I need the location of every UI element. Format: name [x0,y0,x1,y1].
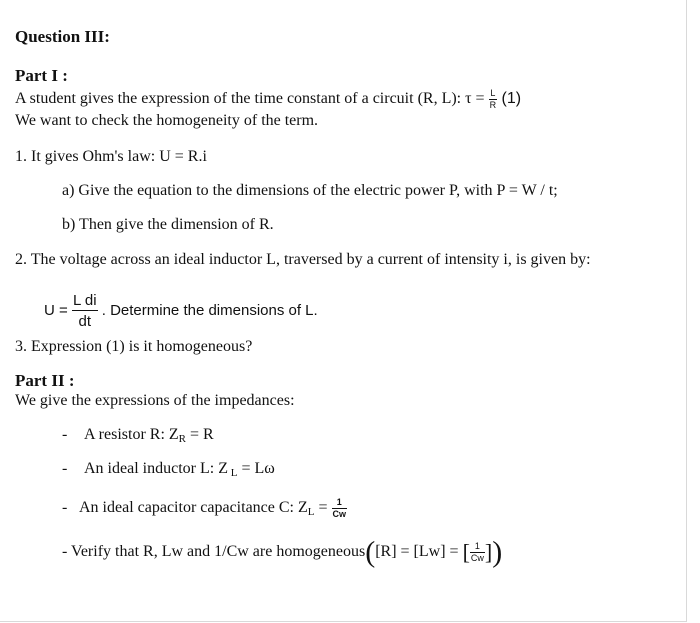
bullet-dash: - [62,460,68,477]
question-2: 2. The voltage across an ideal inductor L, traversed by a current of intensity i, is given by: [15,251,591,268]
bullet-dash: - [62,426,68,443]
tau-tag: (1) [497,90,522,108]
right-paren: ) [492,535,503,569]
verify-text: - Verify that R, Lw and 1/Cw are homogeneous [62,543,366,561]
voltage-lhs: U = [44,301,72,319]
verify-numerator: 1 [470,542,485,553]
part1-intro-text: A student gives the expression of the time constant of a circuit (R, L): τ = [15,90,489,108]
inductor-equation: = Lω [237,460,275,477]
resistor-equation: = R [186,426,214,443]
capacitor-numerator: 1 [332,498,348,509]
verify-denominator: Cw [470,553,484,563]
voltage-denominator: dt [78,313,92,330]
verify-fraction [470,542,485,563]
verify-equation: [R] = [Lw] = [375,543,463,561]
inductor-text: An ideal inductor L: Z [84,460,228,477]
tau-fraction [489,89,498,110]
question-1b: b) Then give the dimension of R. [62,216,274,233]
right-bracket: ] [484,539,493,565]
capacitor-subscript: L [307,506,315,519]
voltage-numerator: L di [72,292,97,309]
question-2-tail: . Determine the dimensions of L. [97,301,318,319]
bullet-inductor [62,459,275,483]
question-1: 1. It gives Ohm's law: U = R.i [15,148,207,165]
question-3: 3. Expression (1) is it homogeneous? [15,338,253,355]
tau-denominator: R [489,100,497,110]
left-paren: ( [365,535,376,569]
capacitor-text: An ideal capacitor capacitance C: Z [79,499,308,517]
question-title: Question III: [15,27,110,46]
part2-intro: We give the expressions of the impedances: [15,392,295,409]
verify-line [62,535,503,569]
question-2-formula [44,293,318,329]
bullet-capacitor [62,498,347,522]
resistor-text: A resistor R: Z [84,426,179,443]
part1-heading: Part I : [15,66,68,85]
capacitor-equation: = [314,499,332,517]
inductor-subscript: L [227,467,238,479]
part2-heading: Part II : [15,371,75,390]
tau-numerator: L [490,88,496,98]
bullet-resistor [62,425,214,449]
part1-intro [15,89,521,110]
capacitor-denominator: Cw [332,509,347,519]
bullet-dash: - [62,499,68,517]
voltage-fraction [72,293,98,329]
part1-check-line: We want to check the homogeneity of the term. [15,112,319,129]
capacitor-fraction [332,498,348,519]
question-1a: a) Give the equation to the dimensions of the electric power P, with P = W / t; [62,182,558,199]
resistor-subscript: R [178,433,187,445]
left-bracket: [ [462,539,470,565]
